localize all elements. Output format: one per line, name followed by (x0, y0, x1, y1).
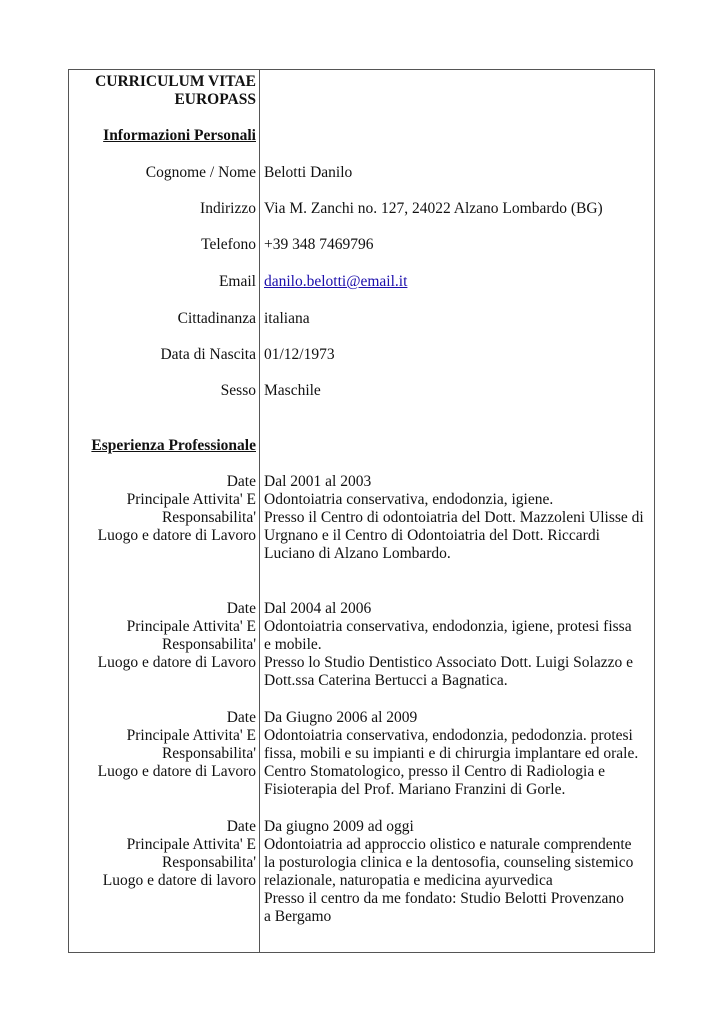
exp4-line: la posturologia clinica e la dentosofia, counseling sistemico (264, 854, 634, 871)
exp3-line: Da Giugno 2006 al 2009 (264, 709, 418, 726)
field-value-birthdate: 01/12/1973 (264, 346, 335, 363)
personal-info-heading: Informazioni Personali (103, 127, 256, 144)
exp2-label-activity: Principale Attivita' E (126, 618, 256, 635)
exp3-label-employer: Luogo e datore di Lavoro (97, 763, 256, 780)
exp2-line: e mobile. (264, 636, 322, 653)
exp3-line: Odontoiatria conservativa, endodonzia, pedodonzia. protesi (264, 727, 633, 744)
exp4-line: Presso il centro da me fondato: Studio Belotti Provenzano (264, 890, 624, 907)
exp3-line: Centro Stomatologico, presso il Centro di Radiologia e (264, 763, 605, 780)
field-value-address: Via M. Zanchi no. 127, 24022 Alzano Lombardo (BG) (264, 200, 603, 217)
exp2-line: Dal 2004 al 2006 (264, 600, 372, 617)
exp4-label-activity: Principale Attivita' E (126, 836, 256, 853)
field-label-phone: Telefono (201, 236, 256, 253)
exp4-line: Odontoiatria ad approccio olistico e naturale comprendente (264, 836, 632, 853)
exp1-line: Luciano di Alzano Lombardo. (264, 545, 451, 562)
exp3-label-activity: Principale Attivita' E (126, 727, 256, 744)
exp1-line: Presso il Centro di odontoiatria del Dott. Mazzoleni Ulisse di (264, 509, 644, 526)
exp3-label-responsibility: Responsabilita' (161, 745, 256, 762)
field-value-sex: Maschile (264, 382, 321, 399)
exp1-label-responsibility: Responsabilita' (161, 509, 256, 526)
column-divider (259, 70, 260, 952)
field-value-name: Belotti Danilo (264, 164, 353, 181)
exp4-line: relazionale, naturopatia e medicina ayurvedica (264, 872, 553, 889)
exp4-line: Da giugno 2009 ad oggi (264, 818, 414, 835)
field-label-email: Email (218, 273, 256, 290)
cv-table (68, 69, 655, 953)
field-value-citizenship: italiana (264, 310, 310, 327)
exp4-label-employer: Luogo e datore di lavoro (102, 872, 256, 889)
exp3-line: Fisioterapia del Prof. Mariano Franzini di Gorle. (264, 781, 566, 798)
exp1-label-employer: Luogo e datore di Lavoro (97, 527, 256, 544)
exp2-line: Presso lo Studio Dentistico Associato Dott. Luigi Solazzo e (264, 654, 633, 671)
experience-heading: Esperienza Professionale (91, 437, 256, 454)
exp1-line: Dal 2001 al 2003 (264, 473, 372, 490)
exp1-label-date: Date (226, 473, 256, 490)
exp2-label-date: Date (226, 600, 256, 617)
field-label-sex: Sesso (220, 382, 256, 399)
exp4-label-responsibility: Responsabilita' (161, 854, 256, 871)
exp4-label-date: Date (226, 818, 256, 835)
field-label-name: Cognome / Nome (145, 164, 256, 181)
cv-title-line1: CURRICULUM VITAE (95, 73, 256, 90)
exp2-line: Dott.ssa Caterina Bertucci a Bagnatica. (264, 672, 508, 689)
exp4-line: a Bergamo (264, 908, 332, 925)
exp3-line: fissa, mobili e su impianti e di chirurgia implantare ed orale. (264, 745, 639, 762)
exp2-label-employer: Luogo e datore di Lavoro (97, 654, 256, 671)
exp2-label-responsibility: Responsabilita' (161, 636, 256, 653)
email-link[interactable]: danilo.belotti@email.it (264, 273, 408, 290)
field-label-citizenship: Cittadinanza (177, 310, 256, 327)
field-label-address: Indirizzo (200, 200, 256, 217)
field-value-phone: +39 348 7469796 (264, 236, 374, 253)
exp1-line: Odontoiatria conservativa, endodonzia, igiene. (264, 491, 554, 508)
exp3-label-date: Date (226, 709, 256, 726)
cv-title-line2: EUROPASS (174, 91, 256, 108)
exp1-line: Urgnano e il Centro di Odontoiatria del Dott. Riccardi (264, 527, 600, 544)
exp1-label-activity: Principale Attivita' E (126, 491, 256, 508)
field-label-birthdate: Data di Nascita (160, 346, 256, 363)
exp2-line: Odontoiatria conservativa, endodonzia, igiene, protesi fissa (264, 618, 632, 635)
